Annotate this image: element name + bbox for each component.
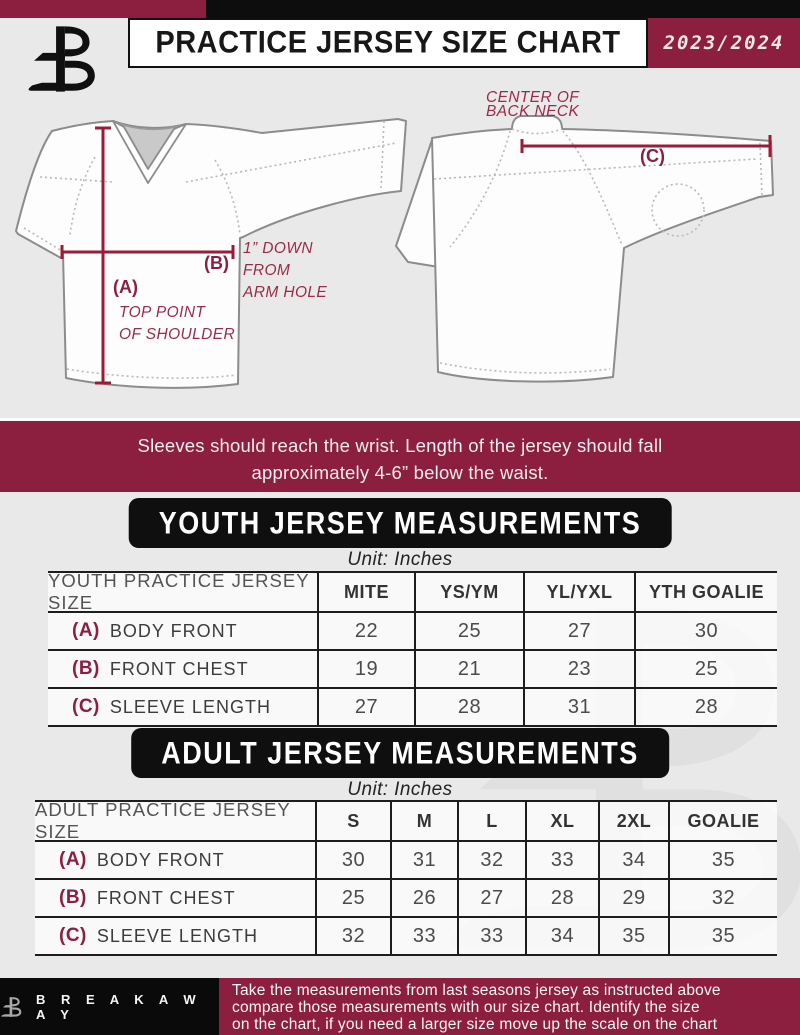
front-label-b-line3: ARM HOLE bbox=[243, 284, 328, 301]
table-value-cell: 29 bbox=[598, 880, 668, 916]
youth-unit-label: Unit: Inches bbox=[347, 549, 453, 570]
top-maroon-strip bbox=[0, 0, 206, 18]
table-row bbox=[35, 880, 777, 918]
table-value-cell: 33 bbox=[457, 918, 525, 954]
table-value-cell: 35 bbox=[598, 918, 668, 954]
measure-key: (C) bbox=[72, 696, 100, 717]
table-value-cell: 35 bbox=[668, 918, 777, 954]
top-black-strip bbox=[0, 0, 800, 18]
table-value-cell: 27 bbox=[523, 613, 634, 649]
table-value-cell: 30 bbox=[315, 842, 390, 878]
table-header-cell: YTH GOALIE bbox=[634, 573, 777, 611]
table-value-cell: 28 bbox=[414, 689, 523, 725]
front-label-b-line1: 1” DOWN bbox=[243, 240, 313, 257]
table-value-cell: 25 bbox=[634, 651, 777, 687]
table-value-cell: 19 bbox=[317, 651, 414, 687]
footer-line3: on the chart, if you need a larger size move up the scale on the chart bbox=[232, 1016, 718, 1033]
table-value-cell: 28 bbox=[634, 689, 777, 725]
front-label-a-line1: TOP POINT bbox=[119, 304, 206, 321]
table-header-cell: YOUTH PRACTICE JERSEY SIZE bbox=[48, 573, 310, 611]
table-row bbox=[35, 842, 777, 880]
table-value-cell: 30 bbox=[634, 613, 777, 649]
table-value-cell: 28 bbox=[525, 880, 598, 916]
table-header-cell: GOALIE bbox=[668, 802, 777, 840]
table-value-cell: 32 bbox=[457, 842, 525, 878]
row-label-cell bbox=[35, 880, 315, 916]
table-value-cell: 33 bbox=[525, 842, 598, 878]
breakaway-b-footer-icon bbox=[0, 991, 24, 1023]
table-header-row bbox=[35, 802, 777, 842]
table-header-cell: YL/YXL bbox=[523, 573, 634, 611]
back-jersey-diagram bbox=[396, 89, 773, 382]
measure-label: BODY FRONT bbox=[109, 620, 238, 641]
table-value-cell: 35 bbox=[668, 842, 777, 878]
front-label-a-key: (A) bbox=[113, 277, 138, 297]
table-value-cell: 25 bbox=[414, 613, 523, 649]
table-value-cell: 34 bbox=[525, 918, 598, 954]
front-label-a-line2: OF SHOULDER bbox=[119, 326, 236, 343]
footer-instructions bbox=[219, 978, 800, 1035]
back-label-c-line1: CENTER OF bbox=[486, 89, 580, 106]
table-value-cell: 31 bbox=[523, 689, 634, 725]
page-title: PRACTICE JERSEY SIZE CHART bbox=[155, 25, 621, 60]
table-header-cell: ADULT PRACTICE JERSEY SIZE bbox=[35, 802, 291, 840]
back-label-c-line2: BACK NECK bbox=[486, 103, 580, 120]
back-label-c-key: (C) bbox=[640, 146, 665, 166]
table-value-cell: 32 bbox=[315, 918, 390, 954]
table-value-cell: 31 bbox=[390, 842, 457, 878]
measure-label: BODY FRONT bbox=[96, 849, 225, 870]
adult-size-table bbox=[35, 800, 777, 956]
page-title-box bbox=[128, 18, 648, 68]
table-row bbox=[48, 651, 777, 689]
table-header-cell: 2XL bbox=[598, 802, 668, 840]
table-header-cell: XL bbox=[525, 802, 598, 840]
table-value-cell: 27 bbox=[457, 880, 525, 916]
adult-banner-label: ADULT JERSEY MEASUREMENTS bbox=[161, 735, 639, 771]
table-value-cell: 23 bbox=[523, 651, 634, 687]
fit-notice-line2: approximately 4-6” below the waist. bbox=[251, 462, 549, 483]
table-header-cell: MITE bbox=[317, 573, 414, 611]
table-header-cell: S bbox=[315, 802, 390, 840]
table-value-cell: 27 bbox=[317, 689, 414, 725]
measure-key: (C) bbox=[59, 925, 87, 946]
youth-banner-label: YOUTH JERSEY MEASUREMENTS bbox=[158, 505, 642, 541]
measure-label: SLEEVE LENGTH bbox=[96, 925, 258, 946]
table-value-cell: 32 bbox=[668, 880, 777, 916]
front-label-b-key: (B) bbox=[204, 253, 229, 273]
front-jersey-diagram bbox=[16, 119, 406, 388]
adult-unit-label: Unit: Inches bbox=[347, 779, 453, 800]
adult-section-banner bbox=[131, 728, 669, 778]
brand-name: B R E A K A W A Y bbox=[35, 991, 202, 1022]
measure-key: (A) bbox=[59, 849, 87, 870]
youth-section-banner bbox=[129, 498, 672, 548]
fit-notice-line1: Sleeves should reach the wrist. Length of the jersey should fall bbox=[137, 435, 663, 456]
fit-notice-banner bbox=[0, 418, 800, 492]
row-label-cell bbox=[48, 689, 317, 725]
table-value-cell: 21 bbox=[414, 651, 523, 687]
season-label: 2023/2024 bbox=[663, 32, 785, 54]
season-badge bbox=[648, 18, 800, 68]
table-row bbox=[48, 689, 777, 727]
youth-size-table bbox=[48, 571, 777, 727]
jersey-measurement-diagram bbox=[0, 85, 800, 418]
footer-line1: Take the measurements from last seasons jersey as instructed above bbox=[232, 982, 721, 999]
table-row bbox=[48, 613, 777, 651]
table-row bbox=[35, 918, 777, 956]
table-value-cell: 26 bbox=[390, 880, 457, 916]
table-header-cell: M bbox=[390, 802, 457, 840]
row-label-cell bbox=[35, 842, 315, 878]
front-label-b-line2: FROM bbox=[243, 262, 291, 279]
row-label-cell bbox=[35, 918, 315, 954]
measure-key: (A) bbox=[72, 620, 100, 641]
measure-label: SLEEVE LENGTH bbox=[109, 696, 271, 717]
footer-brand-block bbox=[0, 978, 219, 1035]
table-header-cell: YS/YM bbox=[414, 573, 523, 611]
measure-label: FRONT CHEST bbox=[96, 887, 236, 908]
footer-line2: compare those measurements with our size chart. Identify the size bbox=[232, 999, 700, 1016]
measure-key: (B) bbox=[59, 887, 87, 908]
measure-label: FRONT CHEST bbox=[109, 658, 249, 679]
table-value-cell: 34 bbox=[598, 842, 668, 878]
table-value-cell: 22 bbox=[317, 613, 414, 649]
row-label-cell bbox=[48, 613, 317, 649]
table-header-row bbox=[48, 573, 777, 613]
measure-key: (B) bbox=[72, 658, 100, 679]
row-label-cell bbox=[48, 651, 317, 687]
table-value-cell: 33 bbox=[390, 918, 457, 954]
table-header-cell: L bbox=[457, 802, 525, 840]
table-value-cell: 25 bbox=[315, 880, 390, 916]
